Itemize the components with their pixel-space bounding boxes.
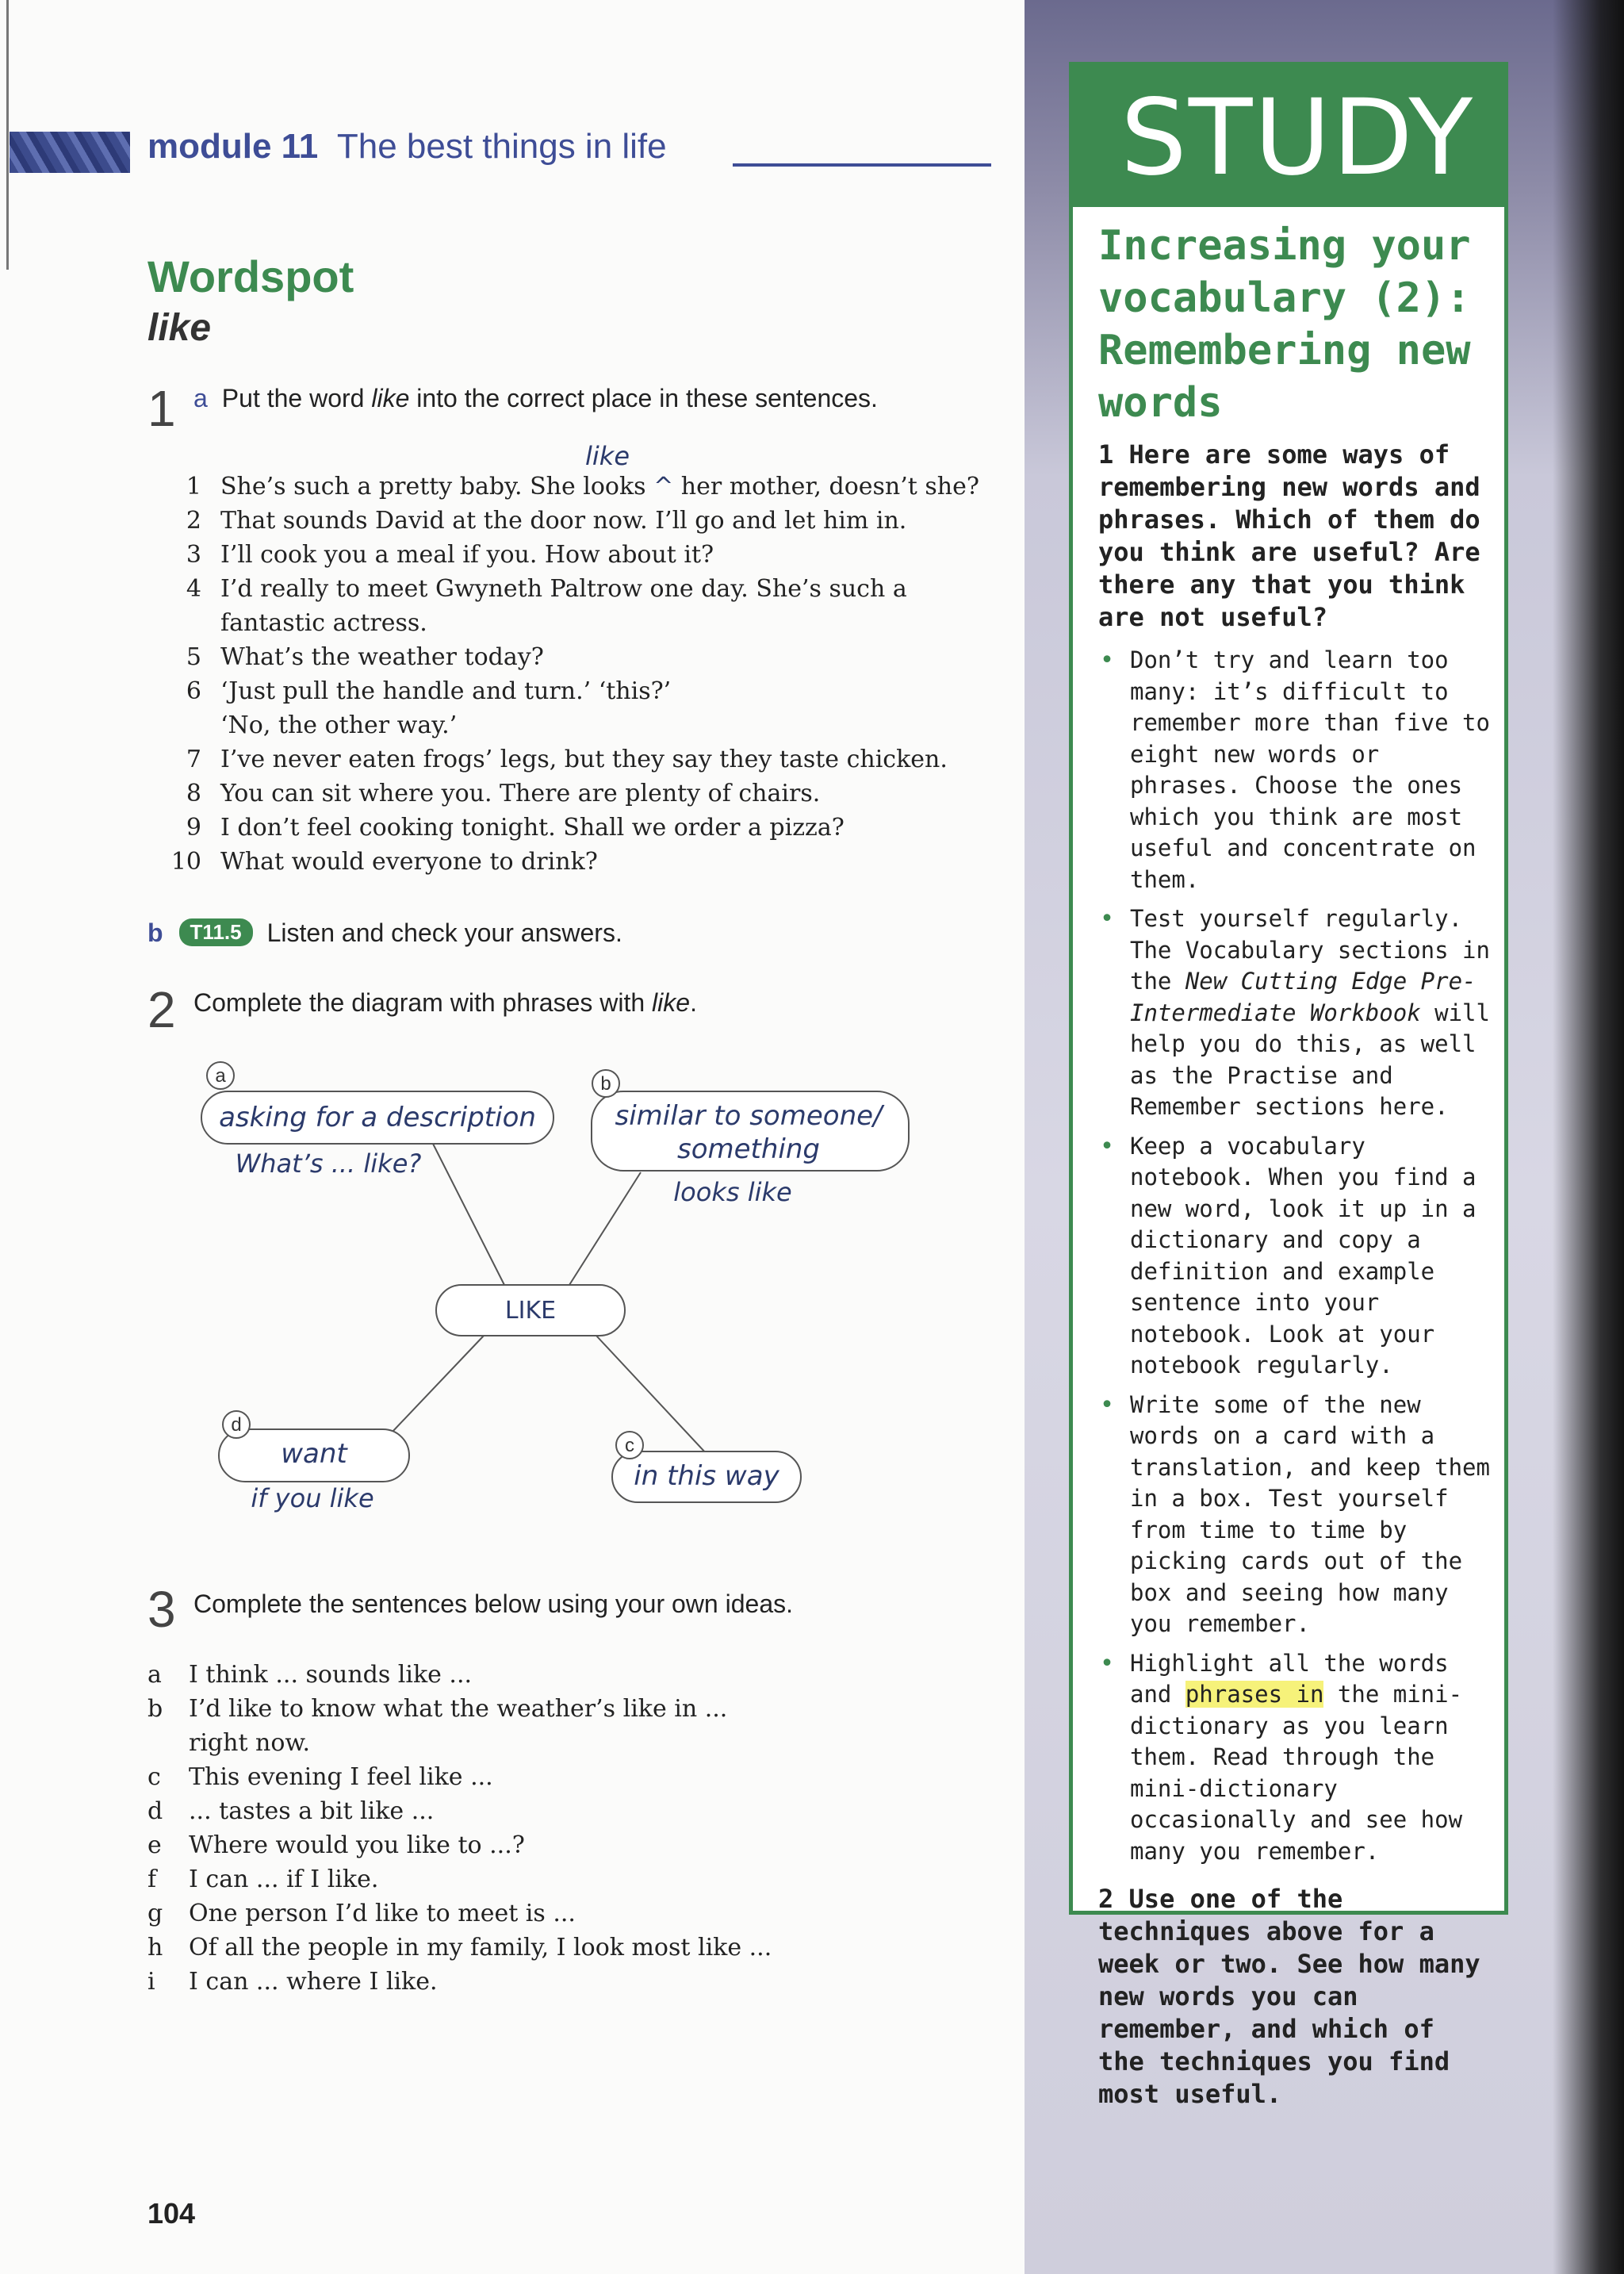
study-tips [1098,645,1492,1867]
study-tip: • Don’t try and learn too many: it’s difficult to remember more than five to eight new words or phrases. Choose the ones which you think are most useful and concentrate on them. [1100,646,1490,893]
wordspot-subtitle: like [147,307,212,349]
list-item: e Where would you like to ...? [147,1831,525,1859]
bubble-b-text-2: something [676,1133,821,1165]
list-item: d ... tastes a bit like ... [147,1797,435,1825]
bullet-icon: • [1100,1132,1115,1160]
sentence-row: 10 What would everyone to drink? [170,848,598,876]
bubble-d-text: want [281,1438,347,1470]
example-a-text: What’s ... like? [235,1149,422,1179]
connector-d [392,1336,484,1432]
connector-b [569,1172,641,1285]
bullet-icon: • [1100,905,1115,933]
sentence-row: 4 I’d really to meet Gwyneth Paltrow one day. She’s such a fantastic actress. [186,575,907,637]
bubble-b-text-1: similar to someone/ [615,1100,883,1132]
exercise-1b-instruction: b T11.5 Listen and check your answers. [147,918,622,947]
sentence-row: 5 What’s the weather today? [186,643,544,671]
connector-a [433,1144,504,1285]
example-d-text: if you like [251,1483,374,1513]
center-label: LIKE [504,1297,557,1325]
sentence-row: 8 You can sit where you. There are plenty of chairs. [186,780,821,807]
like-diagram [0,0,1025,1555]
list-item: g One person I’d like to meet is ... [147,1900,576,1927]
bullet-icon: • [1100,1649,1115,1678]
letter-d: d [231,1414,242,1436]
list-item: h Of all the people in my family, I look most like ... [147,1934,772,1961]
exercise-1a-instruction: a Put the word like into the correct place in these sentences. [193,384,878,412]
exercise-1-number: 1 [147,380,176,437]
bubble-c-text: in this way [634,1460,779,1492]
sentence-row: 9 I don’t feel cooking tonight. Shall we order a pizza? [186,814,845,842]
wordspot-title: Wordspot [147,251,354,301]
letter-c: c [625,1435,634,1456]
page-fold-shadow [1553,0,1624,2274]
exercise-3-instruction: Complete the sentences below using your own ideas. [193,1589,793,1618]
study-title: Increasing your vocabulary (2): Remembering new words [1098,222,1471,427]
bubble-a-text: asking for a description [219,1102,536,1133]
study-tip: • Highlight all the words and phrases in the mini-dictionary as you learn them. Read through the mini-dictionary occasionally and see how many you remember. [1100,1649,1463,1865]
sub-letter-a: a [193,384,208,412]
sentence-row: 1 She’s such a pretty baby. She looks ^ her mother, doesn’t she? [186,473,979,500]
sentence-row: 3 I’ll cook you a meal if you. How about it? [186,541,714,569]
study-banner-text: STUDY [1120,77,1475,199]
exercise-3-sentences [147,1658,772,1999]
study-tip: • Write some of the new words on a card with a translation, and keep them in a box. Test yourself from time to time by picking cards out of the box and seeing how many you remember. [1100,1390,1490,1637]
bullet-icon: • [1100,1390,1115,1419]
study-question-2: 2 Use one of the techniques above for a week or two. See how many new words you can remember, and which of the techniques you find most useful. [1098,1884,1480,2109]
study-body [1098,439,1492,2136]
audio-track-badge[interactable]: T11.5 [179,918,253,946]
letter-a: a [215,1065,226,1087]
page-number: 104 [147,2197,196,2230]
highlighted-text: phrases in [1185,1681,1324,1708]
module-title: The best things in life [336,127,667,166]
study-question-1: 1 Here are some ways of remembering new words and phrases. Which of them do you think are useful? Are there any that you think are not useful? [1098,439,1480,632]
exercise-2-number: 2 [147,981,176,1038]
list-item: b I’d like to know what the weather’s like in ... right now. [147,1695,728,1757]
letter-b: b [600,1073,611,1095]
study-box [1069,62,1508,2109]
example-b-text: looks like [673,1177,792,1207]
module-label: module 11 [147,127,319,166]
exercise-2-instruction: Complete the diagram with phrases with like. [193,988,697,1017]
sentence-row: 7 I’ve never eaten frogs’ legs, but they say they taste chicken. [186,746,948,773]
list-item: c This evening I feel like ... [147,1763,493,1791]
connector-c [596,1336,707,1455]
list-item: i I can ... where I like. [147,1968,438,1996]
list-item: a I think ... sounds like ... [147,1661,473,1689]
insertion-caret: ^ [653,473,674,500]
handwritten-like: like [585,441,630,471]
list-item: f I can ... if I like. [147,1866,379,1893]
study-banner [1073,66,1504,207]
study-tip: • Test yourself regularly. The Vocabulary sections in the New Cutting Edge Pre-Intermediate Workbook will help you do this, as well as the Practise and Remember sections here. [1100,905,1490,1120]
sentence-row: 2 That sounds David at the door now. I’ll go and let him in. [186,507,907,535]
bullet-icon: • [1100,646,1115,674]
exercise-3-number: 3 [147,1581,176,1638]
study-tip: • Keep a vocabulary notebook. When you find a new word, look it up in a dictionary and copy a definition and example sentence into your notebook. Look at your notebook regularly. [1100,1132,1477,1379]
sentence-row: 6 ‘Just pull the handle and turn.’ ‘this?’ ‘No, the other way.’ [186,677,672,739]
